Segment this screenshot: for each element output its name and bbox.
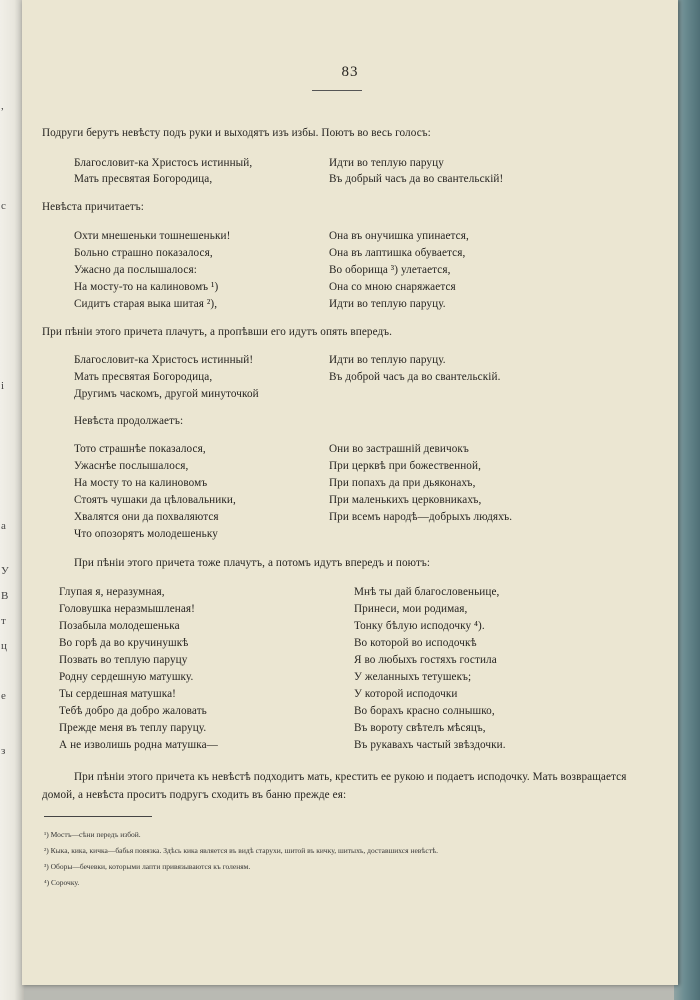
verse-line: Тонку бѣлую исподочку ⁴). bbox=[354, 620, 485, 632]
footnote: ²) Кыка, кика, кичка—бабья повязка. Здѣсь кика является въ видѣ старухи, шитой въ кичку, шитыхъ, доставшихся невѣстѣ. bbox=[44, 846, 438, 855]
book-page bbox=[22, 0, 678, 985]
verse-line: А не изволишь родна матушка— bbox=[59, 739, 218, 751]
verse-line: Тебѣ добро да добро жаловать bbox=[59, 705, 207, 717]
verse-line: Глупая я, неразумная, bbox=[59, 586, 165, 598]
verse-line: У желанныхъ тетушекъ; bbox=[354, 671, 472, 683]
intro-line-3: При пѣніи этого причета плачутъ, а пропѣвши его идутъ опять впередъ. bbox=[42, 326, 393, 338]
verse-line: Больно страшно показалося, bbox=[74, 247, 213, 259]
verse-line: Стоятъ чушаки да цѣловальники, bbox=[74, 494, 236, 506]
verse-line: Идти во теплую паруцу. bbox=[329, 354, 446, 366]
verse-line: Въ вороту свѣтелъ мѣсяцъ, bbox=[354, 722, 486, 734]
verse-line: Въ добрый часъ да во свантельскій! bbox=[329, 173, 504, 185]
section-heading: Невѣста причитаетъ: bbox=[42, 201, 144, 213]
verse-line: Головушка неразмышленая! bbox=[59, 603, 195, 615]
verse-line: Мать пресвятая Богородица, bbox=[74, 371, 213, 383]
page-number: 83 bbox=[341, 64, 359, 80]
verse-line: При попахъ да при дьяконахъ, bbox=[329, 477, 476, 489]
verse-line: При церквѣ при божественной, bbox=[329, 460, 481, 472]
verse-line: Мать пресвятая Богородица, bbox=[74, 173, 213, 185]
verse-line: Во борахъ красно солнышко, bbox=[354, 705, 495, 717]
verse-line: Охти мнешеньки тошнешеньки! bbox=[74, 230, 231, 242]
verse-line: Въ рукавахъ частый звѣздочки. bbox=[354, 739, 506, 751]
verse-line: Идти во теплую паруцу. bbox=[329, 298, 446, 310]
footnote: ³) Оборы—бечевки, которыми лапти привязываются къ голеням. bbox=[44, 862, 251, 871]
verse-line: Мнѣ ты дай благословеньице, bbox=[354, 586, 500, 598]
verse-line: Позабыла молодешенька bbox=[59, 620, 180, 632]
verse-line: Ужаснѣе послышалося, bbox=[74, 460, 189, 472]
verse-line: При всемъ народѣ—добрыхъ людяхъ. bbox=[329, 511, 513, 523]
footnote-rule bbox=[44, 816, 152, 817]
verse-line: Прежде меня въ теплу паруцу. bbox=[59, 722, 207, 734]
verse-line: Хвалятся они да похваляются bbox=[74, 511, 219, 523]
verse-line: Позвать во теплую паруцу bbox=[59, 654, 188, 666]
verse-line: Она въ онучишка упинается, bbox=[329, 230, 469, 242]
verse-line: Родну сердешную матушку. bbox=[59, 671, 194, 683]
verse-line: Они во застрашній девичокъ bbox=[329, 443, 469, 455]
verse-line: Принеси, мои родимая, bbox=[354, 603, 468, 615]
verse-line: Я во любыхъ гостяхъ гостила bbox=[354, 654, 497, 666]
verse-line: Ужасно да послышалося: bbox=[74, 264, 197, 276]
verse-line: Она въ лаптишка обувается, bbox=[329, 247, 466, 259]
verse-line: Во которой во исподочкѣ bbox=[354, 637, 477, 649]
verse-line: Что опозорятъ молодешеньку bbox=[74, 528, 218, 540]
verse-line: У которой исподочки bbox=[354, 688, 458, 700]
intro-line-5: При пѣніи этого причета тоже плачутъ, а потомъ идутъ впередъ и поютъ: bbox=[74, 557, 431, 569]
verse-line: Въ доброй часъ да во свантельскій. bbox=[329, 371, 501, 383]
verse-line: Идти во теплую паруцу bbox=[329, 157, 444, 169]
verse-line: На мосту-то на калиновомъ ¹) bbox=[74, 281, 219, 293]
adjacent-page-text-fragments: , с і а У В т ц е з bbox=[1, 100, 9, 757]
verse-line: Тото страшнѣе показалося, bbox=[74, 443, 206, 455]
verse-line: Во горѣ да во кручинушкѣ bbox=[59, 637, 189, 649]
verse-line: Благословит-ка Христосъ истинный! bbox=[74, 354, 254, 366]
footnote: ¹) Мостъ—сѣни передъ избой. bbox=[44, 830, 141, 839]
verse-line: Во оборища ³) улетается, bbox=[329, 264, 451, 276]
verse-line: Другимъ часкомъ, другой минуточкой bbox=[74, 388, 259, 400]
section-heading: Невѣста продолжаетъ: bbox=[74, 415, 184, 427]
footnote: ⁴) Сорочку. bbox=[44, 878, 80, 887]
page-number-rule bbox=[312, 90, 362, 91]
verse-line: На мосту то на калиновомъ bbox=[74, 477, 208, 489]
verse-line: Ты сердешная матушка! bbox=[59, 688, 176, 700]
verse-line: Сидитъ старая выка шитая ²), bbox=[74, 298, 218, 310]
verse-line: Она со мною снаряжается bbox=[329, 281, 456, 293]
intro-line-1: Подруги берутъ невѣсту подъ руки и выходятъ изъ избы. Поютъ во весь голосъ: bbox=[42, 127, 431, 139]
verse-line: При маленькихъ церковникахъ, bbox=[329, 494, 482, 506]
closing-paragraph: При пѣніи этого причета къ невѣстѣ подходитъ мать, крестить ее рукою и подаетъ исподочку. Мать возвращается домой, а невѣста проситъ подругъ сходить въ баню прежде ея: bbox=[42, 771, 627, 801]
verse-line: Благословит-ка Христосъ истинный, bbox=[74, 157, 253, 169]
